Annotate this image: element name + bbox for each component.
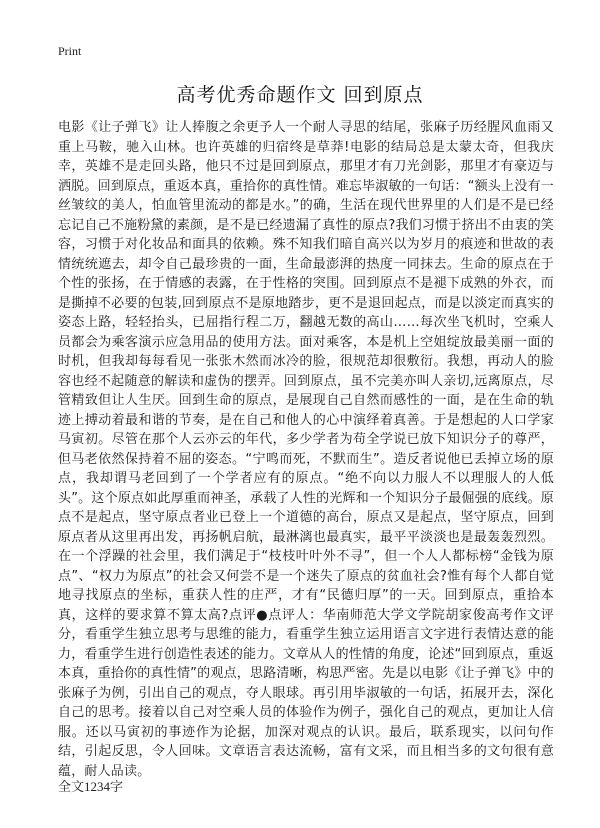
page-title: 高考优秀命题作文 回到原点 — [176, 84, 424, 106]
print-link[interactable]: Print — [58, 44, 82, 58]
article-body: 电影《让子弹飞》让人捧腹之余更予人一个耐人寻思的结尾，张麻子历经腥风血雨又重上马鞍，驰入山林。也许英雄的归宿终是草莽!电影的结局总是太蒙太奇，但我庆幸，英雄不是走回头路，他只不过是回到原点，那里才有刀光剑影，那里才有豪迈与洒脱。回到原点，重返本真，重拾你的真性情。难忘毕淑敏的一句话：“额头上没有一丝皱纹的美人，怕血管里流动的都是水。”的确，生活在现代世界里的人们是不是已经忘记自己不施粉黛的素颜，是不是已经遗漏了真性的原点?我们习惯于挤出不由衷的笑容，习惯于对化妆品和面具的依赖。殊不知我们暗自高兴以为岁月的痕迹和世故的表情统统遮去，却令自己最珍贵的一面，生命最澎湃的热度一同抹去。生命的原点在于个性的张扬，在于情感的表露，在于性格的突围。回到原点不是褪下成熟的外衣，而是撕掉不必要的包装,回到原点不是原地踏步，更不是退回起点，而是以淡定而真实的姿态上路，轻轻抬头，已屈指行程二万，翻越无数的高山……每次坐飞机时，空乘人员都会为乘客演示应急用品的使用方法。面对乘客，本是机上空姐绽放最美丽一面的时机，但我却每每看见一张张木然而冰冷的脸，很规范却很敷衍。我想，再动人的脸容也经不起随意的解读和虚伪的摆弄。回到原点，虽不完美亦叫人亲切,远离原点，尽管精致但让人生厌。回到生命的原点，是展现自己自然而感性的一面，是在生命的轨迹上搏动着最和谐的节奏，是在自己和他人的心中演绎着真善。于是想起的人口学家马寅初。尽管在那个人云亦云的年代，多少学者为苟全学说已放下知识分子的尊严，但马老依然保持着不屈的姿态。“宁鸣而死，不默而生”。造反者说他已丢掉立场的原点，我却谓马老回到了一个学者应有的原点。“绝不向以力服人不以理服人的人低头”。这个原点如此厚重而神圣，承载了人性的光辉和一个知识分子最倔强的底线。原点不是起点，坚守原点者业已登上一个道德的高台，原点又是起点，坚守原点，回到原点者从这里再出发，再扬帆启航，最淋漓也最真实，最平平淡淡也是最轰轰烈烈。在一个浮躁的社会里，我们满足于“枝枝叶叶外不寻”，但一个人人都标榜“金钱为原点”、“权力为原点”的社会又何尝不是一个迷失了原点的贫血社会?惟有每个人都自觉地寻找原点的坐标，重获人性的庄严，才有“民德归厚”的一天。回到原点，重拾本真，这样的要求算不算太高?点评●点评人：华南师范大学文学院胡家俊高考作文评分，看重学生独立思考与思维的能力，看重学生独立运用语言文字进行表情达意的能力，看重学生进行创造性表述的能力。文章从人的性情的角度，论述“回到原点，重返本真，重拾你的真性情”的观点，思路清晰，构思严密。先是以电影《让子弹飞》中的张麻子为例，引出自己的观点，夺人眼球。再引用毕淑敏的一句话，拓展开去，深化自己的思考。接着以自己对空乘人员的体验作为例子，强化自己的观点，更加让人信服。还以马寅初的事迹作为论据，加深对观点的认识。最后，联系现实，以问句作结，引起反思，令人回味。文章语言表达流畅，富有文采，而且相当多的文句很有意蕴，耐人品读。 — [58, 120, 554, 779]
word-count: 全文1234字 — [58, 779, 124, 794]
